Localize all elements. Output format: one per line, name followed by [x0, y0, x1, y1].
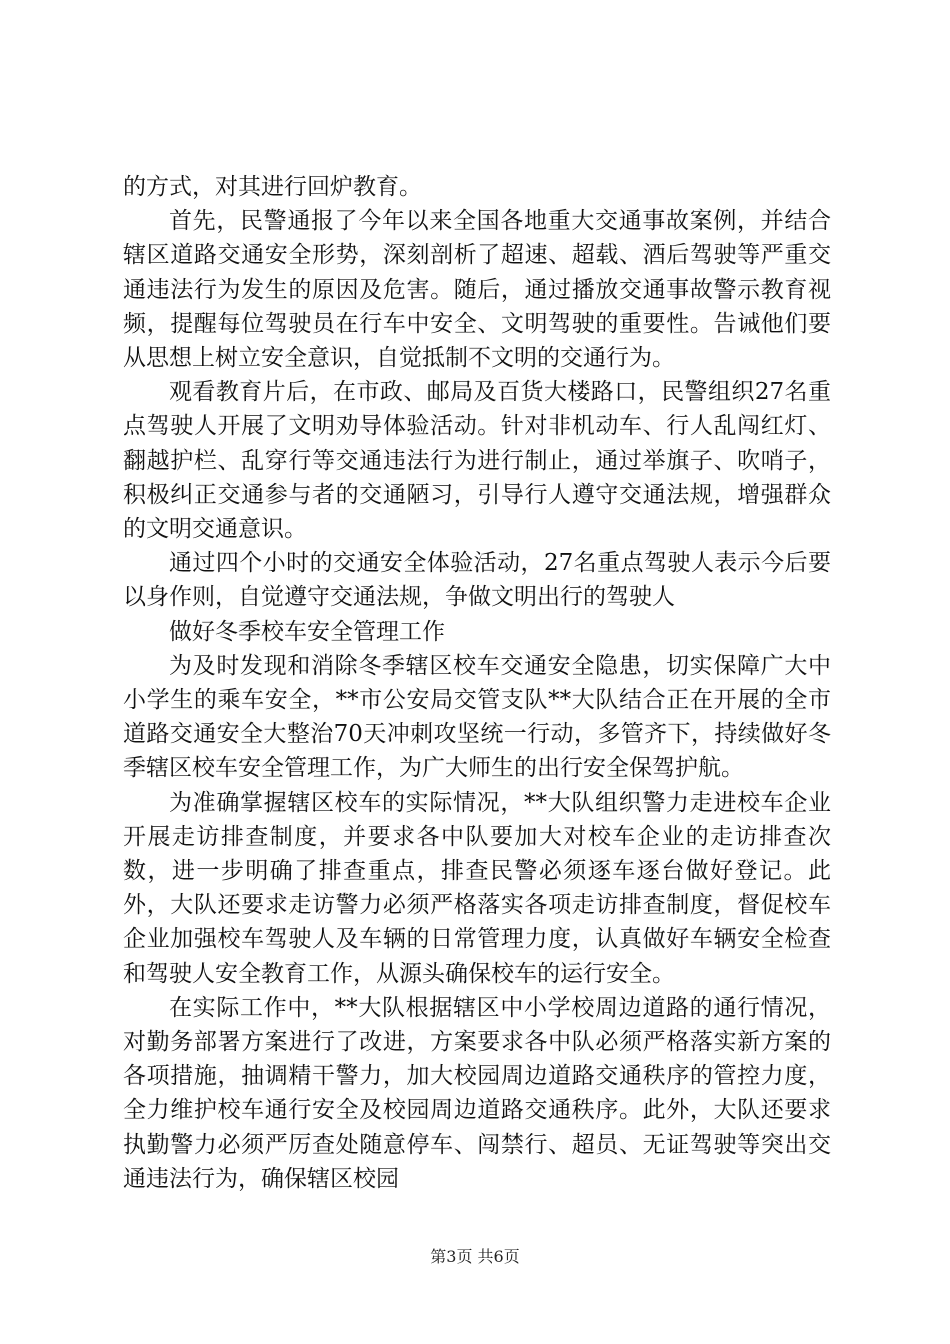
paragraph: 为准确掌握辖区校车的实际情况，**大队组织警力走进校车企业开展走访排查制度，并要求各中队要加大对校车企业的走访排查次数，进一步明确了排查重点，排查民警必须逐车逐台做好登记。此外，大队还要求走访警力必须严格落实各项走访排查制度，督促校车企业加强校车驾驶人及车辆的日常管理力度，认真做好车辆安全检查和驾驶人安全教育工作，从源头确保校车的运行安全。 [123, 789, 831, 987]
paragraph: 为及时发现和消除冬季辖区校车交通安全隐患，切实保障广大中小学生的乘车安全，**市公安局交管支队**大队结合正在开展的全市道路交通安全大整治70天冲刺攻坚统一行动，多管齐下，持续做好冬季辖区校车安全管理工作，为广大师生的出行安全保驾护航。 [123, 652, 831, 782]
paragraph-continuation: 的方式，对其进行回炉教育。 [123, 174, 422, 200]
paragraph: 观看教育片后，在市政、邮局及百货大楼路口，民警组织27名重点驾驶人开展了文明劝导体验活动。针对非机动车、行人乱闯红灯、翻越护栏、乱穿行等交通违法行为进行制止，通过举旗子、吹哨子，积极纠正交通参与者的交通陋习，引导行人遵守交通法规，增强群众的文明交通意识。 [123, 379, 831, 543]
paragraph: 在实际工作中，**大队根据辖区中小学校周边道路的通行情况，对勤务部署方案进行了改进，方案要求各中队必须严格落实新方案的各项措施，抽调精干警力，加大校园周边道路交通秩序的管控力度，全力维护校车通行安全及校园周边道路交通秩序。此外，大队还要求执勤警力必须严厉查处随意停车、闯禁行、超员、无证驾驶等突出交通违法行为，确保辖区校园 [123, 994, 831, 1192]
document-body [123, 170, 831, 1196]
paragraph: 通过四个小时的交通安全体验活动，27名重点驾驶人表示今后要以身作则，自觉遵守交通法规，争做文明出行的驾驶人 [123, 550, 831, 611]
paragraph: 首先，民警通报了今年以来全国各地重大交通事故案例，并结合辖区道路交通安全形势，深刻剖析了超速、超载、酒后驾驶等严重交通违法行为发生的原因及危害。随后，通过播放交通事故警示教育视频，提醒每位驾驶员在行车中安全、文明驾驶的重要性。告诫他们要从思想上树立安全意识，自觉抵制不文明的交通行为。 [123, 208, 831, 372]
page-footer: 第3页 共6页 [430, 1247, 520, 1266]
section-heading: 做好冬季校车安全管理工作 [169, 618, 445, 645]
